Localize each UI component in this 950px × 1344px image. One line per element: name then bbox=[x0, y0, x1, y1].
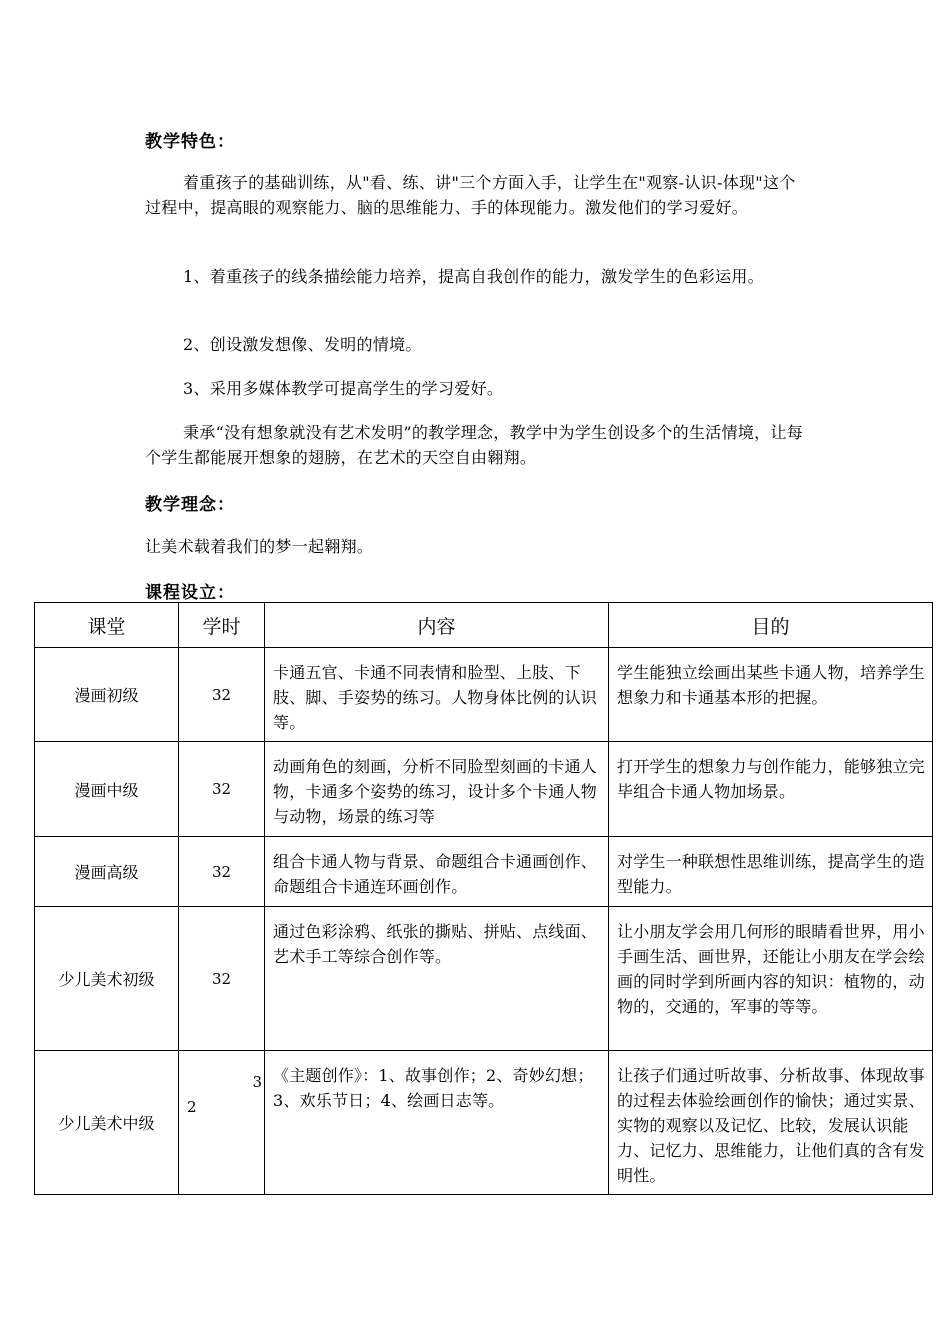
course-name-cell: 漫画中级 bbox=[35, 742, 179, 837]
table-row bbox=[35, 648, 933, 742]
course-hours-cell: 32 bbox=[179, 907, 265, 1051]
heading-course-setup: 课程设立： bbox=[145, 583, 235, 603]
paragraph-features-philosophy: 秉承“没有想象就没有艺术发明”的教学理念，教学中为学生创设多个的生活情境，让每个学生都能展开想象的翅膀，在艺术的天空自由翱翔。 bbox=[145, 423, 804, 467]
course-content-cell: 《主题创作》：1、故事创作；2、奇妙幻想；3、欢乐节日；4、绘画日志等。 bbox=[265, 1051, 609, 1195]
course-goal-cell: 对学生一种联想性思维训练，提高学生的造型能力。 bbox=[609, 837, 933, 907]
table-row bbox=[35, 837, 933, 907]
course-name-cell: 漫画高级 bbox=[35, 837, 179, 907]
course-goal-cell: 学生能独立绘画出某些卡通人物，培养学生想象力和卡通基本形的把握。 bbox=[609, 648, 933, 742]
course-hours-cell bbox=[179, 1051, 265, 1195]
heading-teaching-philosophy: 教学理念： bbox=[145, 495, 235, 515]
table-row bbox=[35, 742, 933, 837]
paragraph-features-intro: 着重孩子的基础训练，从"看、练、讲"三个方面入手，让学生在"观察-认识-体现"这个过程中，提高眼的观察能力、脑的思维能力、手的体现能力。激发他们的学习爱好。 bbox=[145, 173, 796, 217]
column-header-content: 内容 bbox=[265, 603, 609, 648]
course-goal-cell: 打开学生的想象力与创作能力，能够独立完毕组合卡通人物加场景。 bbox=[609, 742, 933, 837]
table-row bbox=[35, 907, 933, 1051]
paragraph-philosophy: 让美术载着我们的梦一起翱翔。 bbox=[145, 537, 374, 556]
course-content-cell: 通过色彩涂鸦、纸张的撕贴、拼贴、点线面、艺术手工等综合创作等。 bbox=[265, 907, 609, 1051]
column-header-hours: 学时 bbox=[179, 603, 265, 648]
course-name-cell: 少儿美术初级 bbox=[35, 907, 179, 1051]
hours-split-wrapper bbox=[179, 1051, 264, 1194]
course-hours-cell: 32 bbox=[179, 742, 265, 837]
paragraph-feature-2: 2、创设激发想像、发明的情境。 bbox=[183, 335, 422, 354]
hours-digit-3: 3 bbox=[252, 1073, 262, 1091]
course-name-cell: 漫画初级 bbox=[35, 648, 179, 742]
table-row bbox=[35, 1051, 933, 1195]
table-header-row bbox=[35, 603, 933, 648]
course-hours-cell: 32 bbox=[179, 648, 265, 742]
course-goal-cell: 让孩子们通过听故事、分析故事、体现故事的过程去体验绘画创作的愉快；通过实景、实物的观察以及记忆、比较，发展认识能力、记忆力、思维能力，让他们真的含有发明性。 bbox=[609, 1051, 933, 1195]
course-name-cell: 少儿美术中级 bbox=[35, 1051, 179, 1195]
course-table bbox=[34, 602, 933, 1195]
heading-teaching-features: 教学特色： bbox=[145, 132, 235, 152]
course-goal-cell: 让小朋友学会用几何形的眼睛看世界，用小手画生活、画世界，还能让小朋友在学会绘画的同时学到所画内容的知识：植物的，动物的，交通的，军事的等等。 bbox=[609, 907, 933, 1051]
course-hours-cell: 32 bbox=[179, 837, 265, 907]
course-content-cell: 卡通五官、卡通不同表情和脸型、上肢、下肢、脚、手姿势的练习。人物身体比例的认识等。 bbox=[265, 648, 609, 742]
column-header-goal: 目的 bbox=[609, 603, 933, 648]
paragraph-feature-3: 3、采用多媒体教学可提高学生的学习爱好。 bbox=[183, 379, 504, 398]
hours-digit-2: 2 bbox=[187, 1098, 197, 1116]
column-header-class: 课堂 bbox=[35, 603, 179, 648]
paragraph-feature-1: 1、着重孩子的线条描绘能力培养，提高自我创作的能力，激发学生的色彩运用。 bbox=[183, 267, 764, 286]
course-content-cell: 组合卡通人物与背景、命题组合卡通画创作、命题组合卡通连环画创作。 bbox=[265, 837, 609, 907]
course-content-cell: 动画角色的刻画，分析不同脸型刻画的卡通人物，卡通多个姿势的练习，设计多个卡通人物与动物，场景的练习等 bbox=[265, 742, 609, 837]
